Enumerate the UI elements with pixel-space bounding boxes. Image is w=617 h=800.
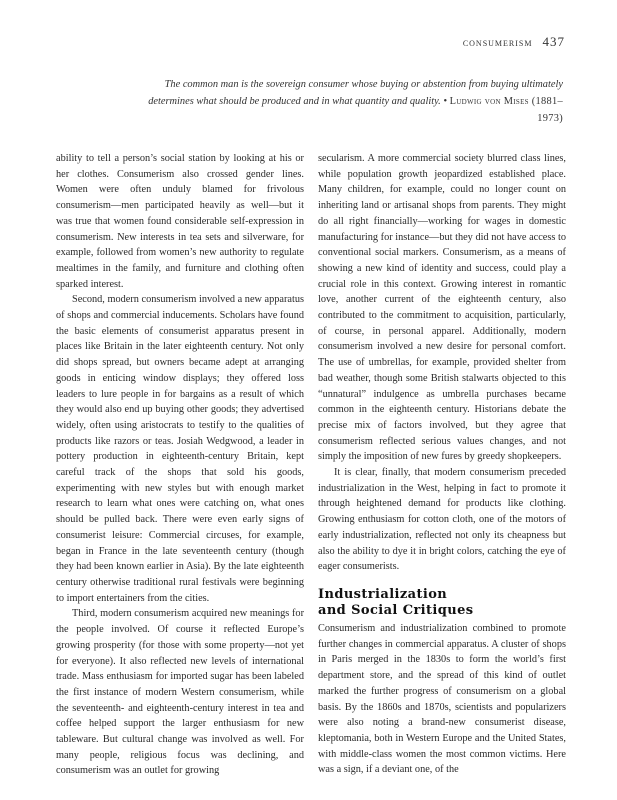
page-number: 437 (542, 34, 565, 49)
epigraph-bullet: • (443, 96, 447, 107)
epigraph (143, 76, 563, 127)
epigraph-attribution: Ludwig von Mises (1881–1973) (449, 96, 563, 124)
right-paragraph-3: Consumerism and industrialization combined to promote further changes in commercial apparatus. A cluster of shops in Paris merged in the 1830s to form the world’s first department store, and the spread of this kind of outlet marked the further progress of consumerism on a global basis. By the 1860s and 1870s, scientists and popularizers were also noting a brand-new consumerist disease, kleptomania, both in Western Europe and the United States, with middle-class women the most common victims. Here was a sign, if a deviant one, of the (318, 622, 566, 776)
section-heading (318, 587, 566, 619)
left-paragraph-2: Second, modern consumerism involved a new apparatus of shops and commercial inducements. Scholars have found the basic elements of consumerist apparatus present in places like Britain in the later eighteenth century. Not only did shops spread, but owners became adept at arranging goods in enticing window displays; they offered loss leaders to lure people in for bargains as a result of which they would also end up buying other goods; they advertised widely, often using aristocrats to testify to the qualities of products like razors or teas. Josiah Wedgwood, a leader in pottery production in eighteenth-century Britain, kept careful track of the shops that sold his goods, experimenting with new styles but with enough market research to learn what ones were catching on, what ones should be pulled back. There were even early signs of consumerist leisure: Commercial circuses, for example, began in France in the late seventeenth century (though they had been known earlier in Asia). By the late eighteenth century otherwise traditional rural festivals were beginning to import entertainers from the cities. (56, 294, 304, 604)
right-column (318, 151, 566, 778)
left-paragraph-3: Third, modern consumerism acquired new meanings for the people involved. Of course it reflected Europe’s growing prosperity (for those with some property—not yet for everyone). It also reflected new levels of international trade. Mass enthusiasm for imported sugar has been labeled the first instance of modern Western consumerism, while the seventeenth- and eighteenth-century interest in tea and coffee helped support the larger enthusiasm for new tableware. But cultural change was involved as well. For many people, religious focus was declining, and consumerism was an outlet for growing (56, 608, 304, 777)
section-heading-line-1: Industrialization (318, 586, 448, 602)
running-head-title: consumerism (462, 35, 533, 49)
section-heading-line-2: and Social Critiques (318, 602, 474, 618)
left-paragraph-1: ability to tell a person’s social station by looking at his or her clothes. Consumerism also crossed gender lines. Women were often unduly blamed for frivolous consumerism—men participated heavily as well—but it was true that women found considerable self-expression in consumerism. New interests in tea sets and silverware, for example, followed from women’s new authority to regulate mealtimes in the family, and furniture and clothing often sparked interest. (56, 153, 304, 290)
left-column (56, 151, 304, 779)
right-paragraph-2: It is clear, finally, that modern consumerism preceded industrialization in the West, helping in fact to promote it through heightened demand for products like clothing. Growing enthusiasm for cotton cloth, one of the motors of early industrialization, reflected not only its cheapness but also the ability to dye it in bright colors, catching the eye of eager consumerists. (318, 467, 566, 573)
running-head (463, 34, 565, 50)
epigraph-quote: The common man is the sovereign consumer whose buying or abstention from buying ultimately determines what should be produced and in what quantity and quality. (148, 79, 563, 107)
right-paragraph-1: secularism. A more commercial society blurred class lines, while population growth jeopardized established place. Many children, for example, could no longer count on inheriting land or artisanal shops from parents. They might do all right financially—working for wages in domestic manufacturing for instance—but they did not have access to conventional social markers. Consumerism, as a means of showing a new kind of identity and success, could play a crucial role in this context. Growing interest in romantic love, another current of the eighteenth century, also contributed to the commitment to acquisition, particularly, of course, in personal apparel. Additionally, modern consumerism involved a new desire for personal comfort. The use of umbrellas, for example, provided shelter from bad weather, though some British stalwarts objected to this “unnatural” indulgence as umbrella purchases became common in the eighteenth century. Historians debate the precise mix of factors involved, but they agree that consumerism reflected serious values changes, and not simply the imposition of new fures by greedy shopkeepers. (318, 153, 566, 463)
